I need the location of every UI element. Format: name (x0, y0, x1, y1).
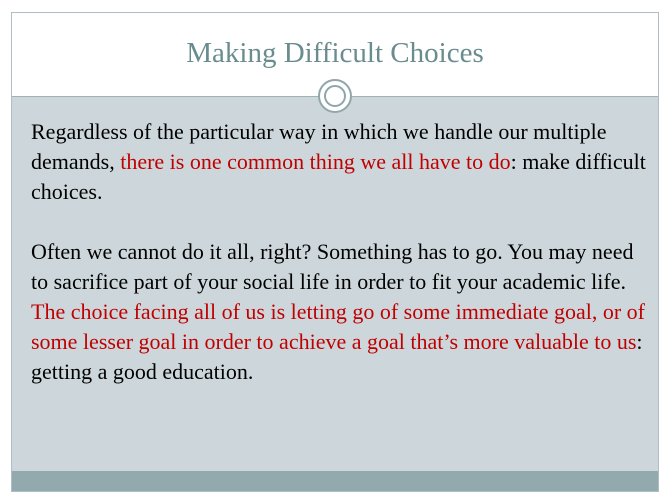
paragraph-1-text-start: Regardless of the particular way in which we handle our multiple demands, (31, 119, 607, 174)
paragraph-2-highlight: The choice facing all of us is letting go of some immediate goal, or of some lesser goal in order to achieve a goal that’s more valuable to us (31, 299, 645, 354)
paragraph-1-highlight: there is one common thing we all have to do (120, 149, 511, 174)
slide-body (31, 117, 646, 387)
paragraph-1 (31, 117, 646, 207)
slide-title: Making Difficult Choices (186, 37, 484, 69)
bottom-bar (12, 471, 658, 491)
circle-ornament-icon (318, 79, 352, 113)
paragraph-2-text-start: Often we cannot do it all, right? Something has to go. You may need to sacrifice part of your social life in order to fit your academic life. (31, 239, 634, 294)
slide (11, 12, 659, 492)
paragraph-1-text-end: : make difficult choices. (31, 149, 646, 204)
paragraph-2-text-end: : getting a good education. (31, 329, 643, 384)
paragraph-2 (31, 237, 646, 387)
